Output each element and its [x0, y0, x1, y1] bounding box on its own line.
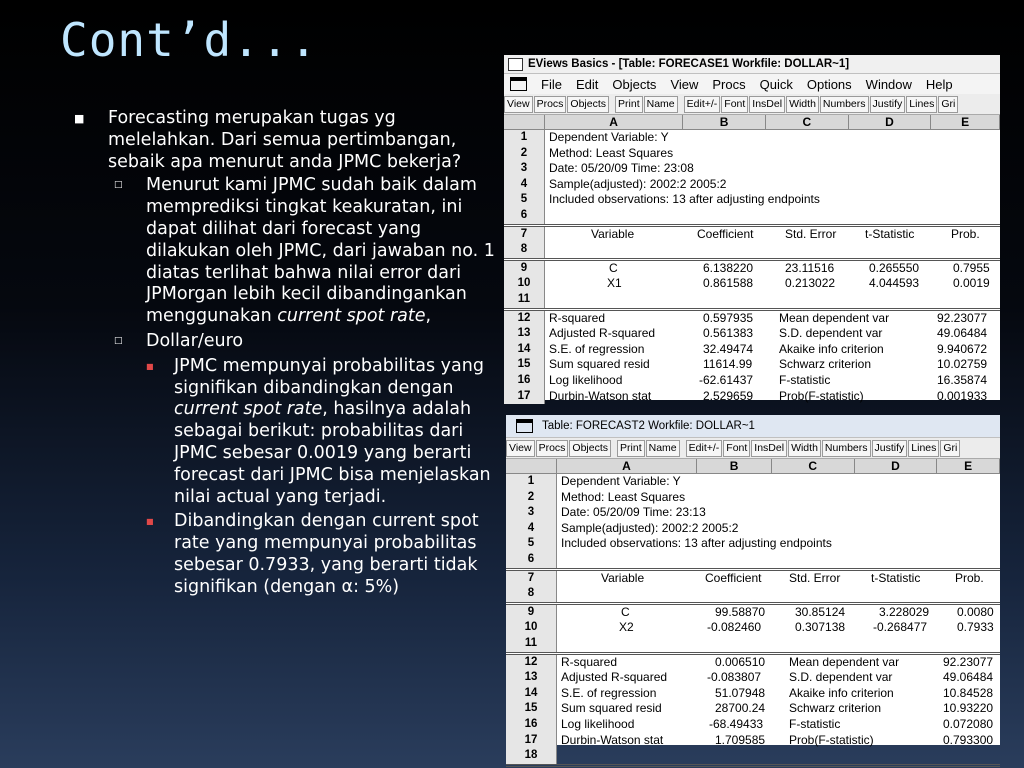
menu-help[interactable]: Help: [925, 76, 953, 92]
menu-bar: [504, 74, 1000, 94]
row-number[interactable]: 12: [504, 311, 545, 327]
table-row: [504, 161, 1000, 177]
cell-prob[interactable]: 0.0080: [957, 604, 994, 619]
table-row: [506, 586, 1000, 605]
row-number[interactable]: 1: [504, 130, 545, 146]
bullet-emphasis: current spot rate: [174, 399, 323, 420]
table-row: [506, 686, 1000, 702]
stat-label-right[interactable]: Akaike info criterion: [789, 685, 894, 700]
stat-label-right[interactable]: Schwarz criterion: [789, 701, 882, 716]
row-number[interactable]: 9: [506, 605, 557, 621]
stat-label-right[interactable]: S.D. dependent var: [779, 326, 883, 341]
cell-std-error[interactable]: 23.11516: [785, 260, 835, 275]
table-row: [504, 326, 1000, 342]
toolbar-lines-button[interactable]: Lines: [908, 440, 939, 457]
table-row: [504, 242, 1000, 261]
table-row: [504, 130, 1000, 146]
toolbar-insdel-button[interactable]: InsDel: [749, 96, 785, 113]
row-number[interactable]: 10: [504, 276, 545, 292]
menu-procs[interactable]: Procs: [712, 76, 746, 92]
row-number[interactable]: 9: [504, 261, 545, 277]
stat-value[interactable]: 11614.99: [703, 357, 753, 372]
header-coefficient[interactable]: Coefficient: [705, 570, 762, 585]
eviews-window-forecast2: [506, 415, 1000, 762]
toolbar-view-button[interactable]: View: [504, 96, 533, 113]
cell-coefficient[interactable]: 0.861588: [703, 276, 754, 291]
bullet-text: Menurut kami JPMC sudah baik dalam memprediksi tingkat keakuratan, ini dapat dilihat dari forecast yang dilakukan oleh JPMC, dari jawaban no. 1 diatas terlihat bahwa nilai error dari JPMorgan lebih kecil dibandingankan menggunakan: [146, 175, 495, 327]
toolbar-print-button[interactable]: Print: [617, 440, 645, 457]
menu-file[interactable]: File: [541, 76, 562, 92]
row-number[interactable]: 3: [504, 161, 545, 177]
row-number[interactable]: 11: [504, 292, 545, 308]
header-variable[interactable]: Variable: [601, 570, 645, 585]
cell-variable[interactable]: X1: [607, 276, 622, 291]
bullet-level3: [74, 511, 500, 598]
row-number[interactable]: 7: [504, 227, 545, 243]
cell-text[interactable]: Dependent Variable: Y: [549, 130, 669, 144]
column-header-d[interactable]: D: [855, 459, 938, 473]
window-title: Table: FORECAST2 Workfile: DOLLAR~1: [542, 420, 755, 432]
toolbar-justify-button[interactable]: Justify: [870, 96, 906, 113]
toolbar-print-button[interactable]: Print: [615, 96, 643, 113]
hollow-square-bullet-icon: □: [114, 180, 123, 191]
toolbar-view-button[interactable]: View: [506, 440, 535, 457]
table-row: [506, 733, 1000, 749]
red-square-bullet-icon: ■: [146, 517, 154, 527]
row-number[interactable]: 16: [506, 717, 557, 733]
row-number[interactable]: 18: [506, 748, 557, 764]
toolbar-width-button[interactable]: Width: [786, 96, 819, 113]
header-prob[interactable]: Prob.: [955, 570, 984, 585]
table-row: [504, 261, 1000, 277]
stat-value-right[interactable]: 0.072080: [943, 716, 994, 731]
row-number[interactable]: 8: [504, 242, 545, 258]
table-toolbar: [506, 438, 1000, 459]
red-square-bullet-icon: ■: [146, 361, 154, 371]
cell-coefficient[interactable]: 99.58870: [715, 604, 766, 619]
header-variable[interactable]: Variable: [591, 226, 635, 241]
toolbar-justify-button[interactable]: Justify: [872, 440, 908, 457]
cell-text[interactable]: Date: 05/20/09 Time: 23:08: [549, 161, 694, 176]
stat-value[interactable]: -68.49433: [709, 716, 764, 731]
table-row: [504, 208, 1000, 227]
menu-options[interactable]: Options: [806, 76, 852, 92]
toolbar-procs-button[interactable]: Procs: [536, 440, 569, 457]
bullet-level2: [74, 331, 500, 353]
column-header-a[interactable]: A: [557, 459, 697, 473]
column-header-row: [504, 115, 1000, 130]
stat-label-right[interactable]: Prob(F-statistic): [789, 732, 874, 747]
stat-value[interactable]: 51.07948: [715, 685, 766, 700]
stat-value[interactable]: 0.597935: [703, 310, 754, 325]
row-number[interactable]: 16: [504, 373, 545, 389]
table-row: [504, 276, 1000, 292]
stat-label[interactable]: Sum squared resid: [561, 701, 662, 716]
row-number[interactable]: 12: [506, 655, 557, 671]
menu-quick[interactable]: Quick: [759, 76, 793, 92]
cell-std-error[interactable]: 0.307138: [795, 620, 846, 635]
toolbar-numbers-button[interactable]: Numbers: [822, 440, 871, 457]
column-header-e[interactable]: E: [931, 115, 1000, 129]
stat-label[interactable]: Durbin-Watson stat: [561, 732, 664, 747]
row-number[interactable]: 17: [506, 733, 557, 749]
stat-label[interactable]: Durbin-Watson stat: [549, 388, 652, 403]
bullet-list: [74, 108, 500, 602]
table-row: [506, 490, 1000, 506]
toolbar-grid-button[interactable]: Gri: [940, 440, 960, 457]
row-number[interactable]: 5: [504, 192, 545, 208]
table-row: [504, 292, 1000, 311]
stat-label-right[interactable]: Mean dependent var: [789, 654, 900, 669]
column-header-b[interactable]: B: [683, 115, 766, 129]
table-row: [506, 636, 1000, 655]
slide-title: Cont’d...: [60, 13, 319, 67]
bullet-level2: [74, 175, 500, 328]
column-header-row: [506, 459, 1000, 474]
stat-value[interactable]: 28700.24: [715, 701, 766, 716]
toolbar-lines-button[interactable]: Lines: [906, 96, 937, 113]
table-row: [506, 717, 1000, 733]
table-row: [504, 342, 1000, 358]
row-number[interactable]: 8: [506, 586, 557, 602]
toolbar-font-button[interactable]: Font: [723, 440, 750, 457]
header-t-statistic[interactable]: t-Statistic: [871, 570, 921, 585]
table-row: [504, 311, 1000, 327]
cell-std-error[interactable]: 0.213022: [785, 276, 836, 291]
toolbar-numbers-button[interactable]: Numbers: [820, 96, 869, 113]
table-row: [506, 620, 1000, 636]
cell-variable[interactable]: C: [621, 604, 630, 619]
table-row: [506, 505, 1000, 521]
row-number[interactable]: 15: [504, 357, 545, 373]
stat-value-right[interactable]: 0.793300: [943, 732, 994, 747]
cell-t-statistic[interactable]: 4.044593: [869, 276, 920, 291]
menu-view[interactable]: View: [670, 76, 699, 92]
row-number[interactable]: 10: [506, 620, 557, 636]
bullet-text: JPMC mempunyai probabilitas yang signifikan dibandingkan dengan: [174, 355, 484, 398]
stat-label[interactable]: Sum squared resid: [549, 357, 650, 372]
square-bullet-icon: ■: [74, 112, 85, 125]
cell-text[interactable]: Sample(adjusted): 2002:2 2005:2: [549, 176, 727, 191]
toolbar-objects-button[interactable]: Objects: [567, 96, 609, 113]
stat-value-right[interactable]: 49.06484: [943, 670, 994, 685]
column-header-b[interactable]: B: [697, 459, 772, 473]
stat-value[interactable]: 0.561383: [703, 326, 754, 341]
menu-objects[interactable]: Objects: [612, 76, 657, 92]
stat-value-right[interactable]: 10.84528: [943, 685, 994, 700]
hollow-square-bullet-icon: □: [114, 335, 123, 346]
cell-prob[interactable]: 0.7955: [953, 260, 990, 275]
cell-text[interactable]: Dependent Variable: Y: [561, 474, 681, 488]
cell-variable[interactable]: C: [609, 260, 618, 275]
stat-label[interactable]: S.E. of regression: [549, 341, 645, 356]
bullet-text: Dibandingkan dengan current spot rate yang mempunyai probabilitas sebesar 0.7933, yang berarti tidak signifikan (dengan α: 5%): [174, 511, 479, 597]
stat-value-right[interactable]: 16.35874: [937, 372, 988, 387]
toolbar-edit-button[interactable]: Edit+/-: [684, 96, 721, 113]
row-number[interactable]: 7: [506, 571, 557, 587]
corner-cell: [504, 115, 545, 129]
toolbar-grid-button[interactable]: Gri: [938, 96, 958, 113]
header-t-statistic[interactable]: t-Statistic: [865, 226, 915, 241]
toolbar-font-button[interactable]: Font: [721, 96, 748, 113]
cell-text[interactable]: Date: 05/20/09 Time: 23:13: [561, 505, 706, 520]
stat-label[interactable]: Log likelihood: [549, 372, 623, 387]
cell-coefficient[interactable]: 6.138220: [703, 260, 754, 275]
bullet-level1: [74, 108, 500, 173]
menu-edit[interactable]: Edit: [575, 76, 599, 92]
stat-value[interactable]: 1.709585: [715, 732, 766, 747]
table-row: [506, 521, 1000, 537]
stat-label-right[interactable]: Akaike info criterion: [779, 341, 884, 356]
row-number[interactable]: 15: [506, 701, 557, 717]
window-control-icon[interactable]: [516, 419, 533, 433]
menu-window[interactable]: Window: [865, 76, 912, 92]
row-number[interactable]: 13: [506, 670, 557, 686]
row-number[interactable]: 1: [506, 474, 557, 490]
row-number[interactable]: 6: [506, 552, 557, 568]
row-number[interactable]: 2: [504, 146, 545, 162]
table-row: [504, 146, 1000, 162]
row-number[interactable]: 14: [506, 686, 557, 702]
stat-label[interactable]: Adjusted R-squared: [549, 326, 656, 341]
table-row: [504, 192, 1000, 208]
stat-label-right[interactable]: Schwarz criterion: [779, 357, 872, 372]
table-row: [504, 357, 1000, 373]
cell-text[interactable]: Included observations: 13 after adjusting endpoints: [549, 192, 820, 207]
stat-value[interactable]: 32.49474: [703, 341, 754, 356]
results-table: [506, 459, 1000, 767]
stat-label[interactable]: Adjusted R-squared: [561, 670, 668, 685]
table-row: [504, 389, 1000, 405]
table-row: [506, 701, 1000, 717]
table-row: [504, 227, 1000, 243]
header-coefficient[interactable]: Coefficient: [697, 226, 754, 241]
stat-value[interactable]: -62.61437: [699, 372, 754, 387]
row-number[interactable]: 2: [506, 490, 557, 506]
cell-prob[interactable]: 0.0019: [953, 276, 990, 291]
stat-label[interactable]: R-squared: [549, 310, 606, 325]
bullet-text-end: ,: [425, 306, 432, 327]
cell-t-statistic[interactable]: 0.265550: [869, 260, 920, 275]
row-number[interactable]: 14: [504, 342, 545, 358]
table-row: [506, 474, 1000, 490]
stat-label[interactable]: S.E. of regression: [561, 685, 657, 700]
bullet-text-end: , hasilnya adalah sebagai berikut: probabilitas dari JPMC sebesar 0.0019 yang berarti forecast dari JPMC bisa menjelaskan nilai actual yang terjadi.: [174, 399, 491, 507]
table-toolbar: [504, 94, 1000, 115]
column-header-e[interactable]: E: [937, 459, 1000, 473]
table-row: [506, 536, 1000, 552]
stat-value-right[interactable]: 10.02759: [937, 357, 988, 372]
cell-t-statistic[interactable]: 3.228029: [879, 604, 930, 619]
column-header-c[interactable]: C: [766, 115, 849, 129]
row-number[interactable]: 11: [506, 636, 557, 652]
toolbar-insdel-button[interactable]: InsDel: [751, 440, 787, 457]
stat-value[interactable]: 2.529659: [703, 388, 754, 403]
toolbar-edit-button[interactable]: Edit+/-: [686, 440, 723, 457]
row-number[interactable]: 3: [506, 505, 557, 521]
stat-label[interactable]: Log likelihood: [561, 716, 635, 731]
toolbar-name-button[interactable]: Name: [644, 96, 678, 113]
window-titlebar[interactable]: [504, 55, 1000, 74]
stat-value[interactable]: 0.006510: [715, 654, 766, 669]
toolbar-width-button[interactable]: Width: [788, 440, 821, 457]
bullet-emphasis: current spot rate: [277, 306, 426, 327]
eviews-window-forecase1: [504, 55, 1000, 403]
cell-text[interactable]: Included observations: 13 after adjusting endpoints: [561, 536, 832, 551]
header-std-error[interactable]: Std. Error: [789, 570, 841, 585]
cell-t-statistic[interactable]: -0.268477: [873, 620, 928, 635]
window-titlebar[interactable]: [506, 415, 1000, 438]
cell-variable[interactable]: X2: [619, 620, 634, 635]
table-row: [506, 605, 1000, 621]
bullet-text: Dollar/euro: [146, 330, 244, 351]
bullet-text: Forecasting merupakan tugas yg melelahkan. Dari semua pertimbangan, sebaik apa menurut anda JPMC bekerja?: [108, 108, 462, 172]
stat-value-right[interactable]: 9.940672: [937, 341, 988, 356]
row-number[interactable]: 6: [504, 208, 545, 224]
column-header-a[interactable]: A: [545, 115, 683, 129]
toolbar-procs-button[interactable]: Procs: [534, 96, 567, 113]
table-row: [506, 670, 1000, 686]
stat-value[interactable]: -0.083807: [707, 670, 762, 685]
toolbar-objects-button[interactable]: Objects: [569, 440, 611, 457]
stat-value-right[interactable]: 0.001933: [937, 388, 988, 403]
row-number[interactable]: 5: [506, 536, 557, 552]
cell-text[interactable]: Sample(adjusted): 2002:2 2005:2: [561, 520, 739, 535]
stat-label[interactable]: R-squared: [561, 654, 618, 669]
stat-label-right[interactable]: S.D. dependent var: [789, 670, 893, 685]
stat-value-right[interactable]: 49.06484: [937, 326, 988, 341]
stat-value-right[interactable]: 92.23077: [937, 310, 988, 325]
bullet-level3: [74, 356, 500, 509]
cell-text[interactable]: Method: Least Squares: [561, 489, 686, 504]
table-row: [506, 748, 1000, 767]
table-row: [506, 552, 1000, 571]
row-number[interactable]: 17: [504, 389, 545, 405]
header-prob[interactable]: Prob.: [951, 226, 980, 241]
stat-label-right[interactable]: Mean dependent var: [779, 310, 890, 325]
cell-prob[interactable]: 0.7933: [957, 620, 994, 635]
cell-std-error[interactable]: 30.85124: [795, 604, 846, 619]
stat-label-right[interactable]: F-statistic: [779, 372, 831, 387]
table-row: [504, 373, 1000, 389]
results-table: [504, 115, 1000, 404]
row-number[interactable]: 4: [506, 521, 557, 537]
row-number[interactable]: 4: [504, 177, 545, 193]
stat-value-right[interactable]: 92.23077: [943, 654, 994, 669]
table-row: [506, 655, 1000, 671]
window-control-icon[interactable]: [510, 77, 527, 91]
toolbar-name-button[interactable]: Name: [646, 440, 680, 457]
column-header-d[interactable]: D: [849, 115, 932, 129]
column-header-c[interactable]: C: [772, 459, 855, 473]
eviews-app-icon: [508, 58, 523, 71]
row-number[interactable]: 13: [504, 326, 545, 342]
stat-label-right[interactable]: Prob(F-statistic): [779, 388, 864, 403]
table-row: [506, 571, 1000, 587]
corner-cell: [506, 459, 557, 473]
stat-label-right[interactable]: F-statistic: [789, 716, 841, 731]
table-row: [504, 177, 1000, 193]
cell-coefficient[interactable]: -0.082460: [707, 620, 762, 635]
window-title: EViews Basics - [Table: FORECASE1 Workfile: DOLLAR~1]: [528, 58, 850, 70]
header-std-error[interactable]: Std. Error: [785, 226, 837, 241]
stat-value-right[interactable]: 10.93220: [943, 701, 994, 716]
cell-text[interactable]: Method: Least Squares: [549, 145, 674, 160]
